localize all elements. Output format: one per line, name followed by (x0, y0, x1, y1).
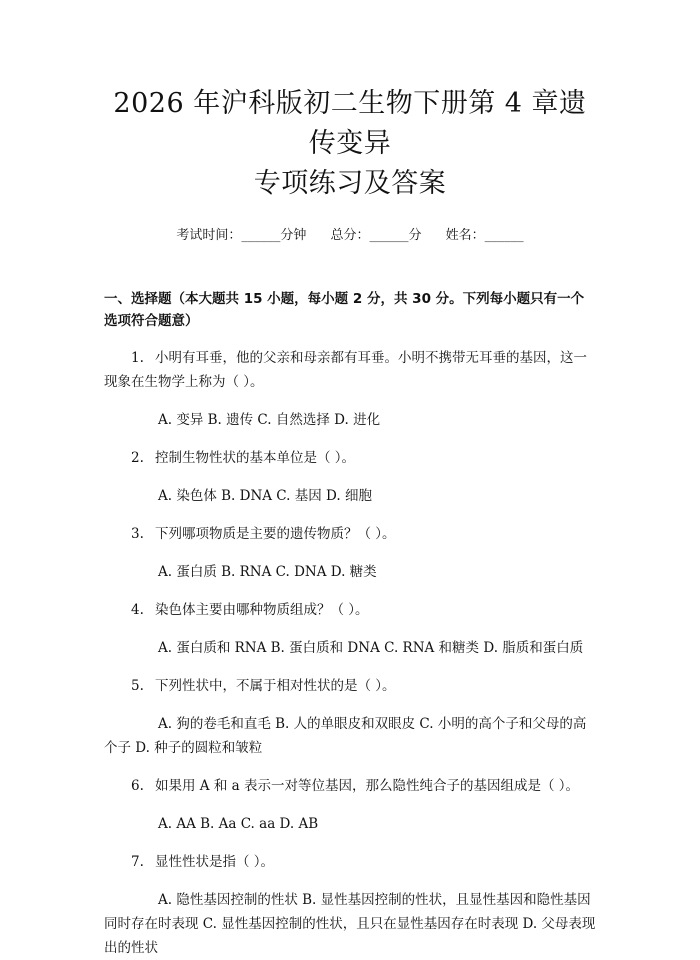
question-stem (104, 850, 596, 874)
question-text: 如果用 A 和 a 表示一对等位基因，那么隐性纯合子的基因组成是（ ）。 (155, 778, 580, 794)
question-item (104, 774, 596, 836)
question-item (104, 346, 596, 432)
question-item (104, 674, 596, 760)
question-text: 下列性状中，不属于相对性状的是（ ）。 (155, 678, 396, 694)
title-line-2: 专项练习及答案 (253, 168, 447, 199)
question-number: 2. (131, 450, 144, 466)
question-stem (104, 446, 596, 470)
question-list (104, 346, 596, 960)
exam-name: 姓名：______ (445, 228, 524, 243)
question-item (104, 522, 596, 584)
exam-info (104, 226, 596, 246)
exam-time: 考试时间：______分钟 (176, 228, 307, 243)
question-number: 4. (131, 602, 144, 618)
question-number: 7. (131, 854, 144, 870)
question-stem (104, 598, 596, 622)
section-heading: 一、选择题（本大题共 15 小题，每小题 2 分，共 30 分。下列每小题只有一个选项符合题意） (104, 291, 585, 329)
question-options: A. 隐性基因控制的性状 B. 显性基因控制的性状，且显性基因和隐性基因同时存在时表现 C. 显性基因控制的性状，且只在显性基因存在时表现 D. 父母表现出的性状 (104, 892, 596, 956)
question-number: 5. (131, 678, 144, 694)
question-options: A. 染色体 B. DNA C. 基因 D. 细胞 (158, 488, 372, 504)
question-item (104, 850, 596, 960)
document-title (104, 84, 596, 204)
question-text: 下列哪项物质是主要的遗传物质？（ ）。 (155, 526, 396, 542)
question-options: A. 蛋白质和 RNA B. 蛋白质和 DNA C. RNA 和糖类 D. 脂质和蛋白质 (158, 640, 584, 656)
title-line-1: 2026 年沪科版初二生物下册第 4 章遗传变异 (113, 88, 587, 159)
question-stem (104, 522, 596, 546)
question-text: 显性性状是指（ ）。 (155, 854, 275, 870)
question-item (104, 598, 596, 660)
question-stem (104, 346, 596, 394)
question-text: 小明有耳垂，他的父亲和母亲都有耳垂。小明不携带无耳垂的基因，这一现象在生物学上称为（ ）。 (104, 350, 587, 390)
question-item (104, 446, 596, 508)
question-text: 染色体主要由哪种物质组成？（ ）。 (155, 602, 369, 618)
exam-score: 总分：______分 (330, 228, 422, 243)
question-options: A. AA B. Aa C. aa D. AB (158, 816, 319, 832)
question-options: A. 狗的卷毛和直毛 B. 人的单眼皮和双眼皮 C. 小明的高个子和父母的高个子 D. 种子的圆粒和皱粒 (104, 716, 587, 756)
question-text: 控制生物性状的基本单位是（ ）。 (155, 450, 356, 466)
question-stem (104, 774, 596, 798)
question-number: 3. (131, 526, 144, 542)
question-number: 1. (131, 350, 144, 366)
question-number: 6. (131, 778, 144, 794)
question-options: A. 变异 B. 遗传 C. 自然选择 D. 进化 (158, 412, 381, 428)
question-options: A. 蛋白质 B. RNA C. DNA D. 糖类 (158, 564, 377, 580)
question-stem (104, 674, 596, 698)
